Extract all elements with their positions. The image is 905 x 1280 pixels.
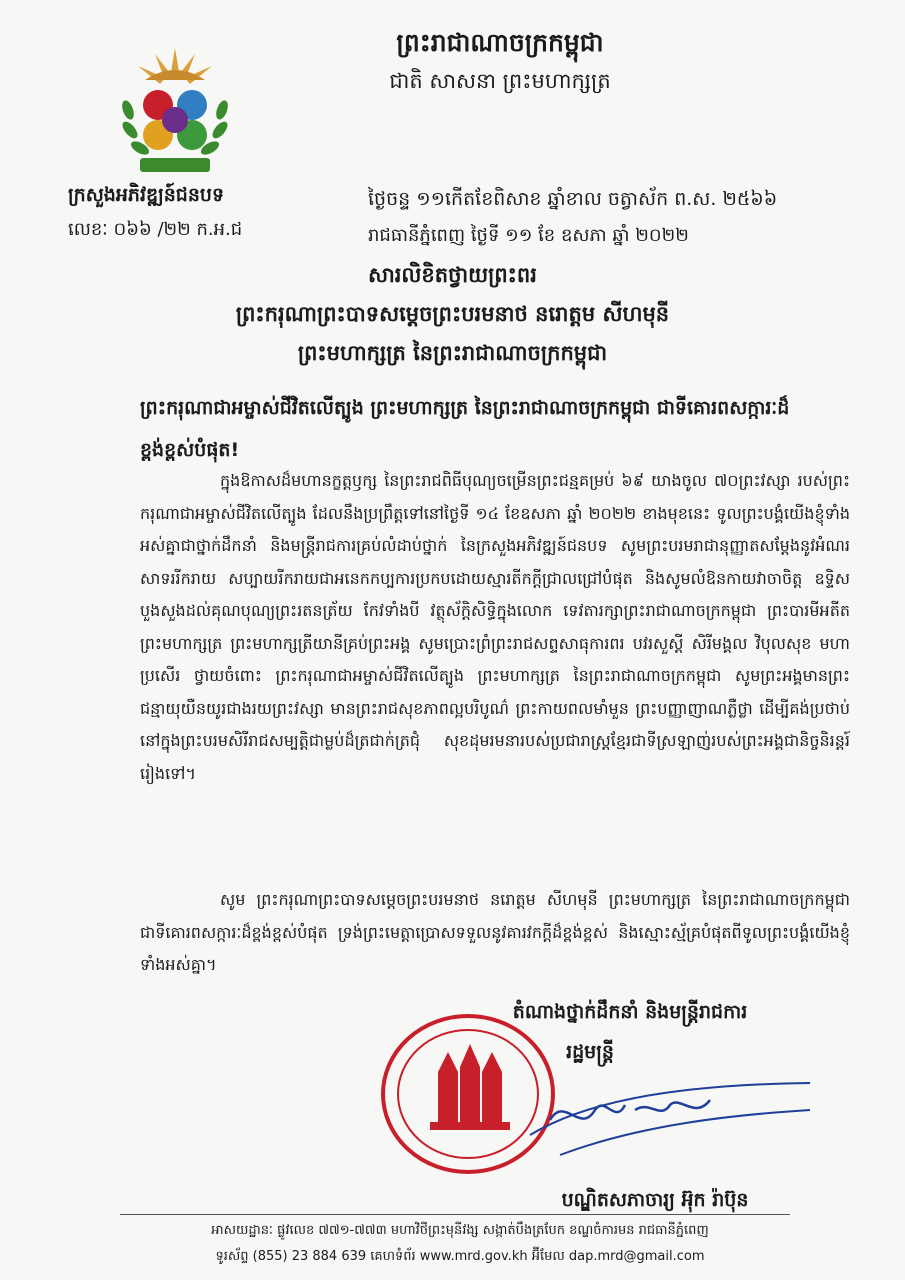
body-paragraph-1	[140, 465, 850, 790]
national-motto: ជាតិ សាសនា ព្រះមហាក្សត្រ	[389, 69, 611, 93]
sunburst-icon	[138, 48, 212, 84]
temple-icon	[430, 1044, 510, 1130]
document-type: សារលិខិតថ្វាយព្រះពរ	[368, 263, 537, 287]
body-paragraph-1-text: ក្នុងឱកាសដ៏មហានក្ខត្តឫក្ស នៃព្រះរាជពិធីបុណ្យចម្រើនព្រះជន្មគម្រប់ ៦៩ យាងចូល ៧០ព្រះវស្សា របស់ព្រះករុណាជាអម្ចាស់ជីវិតលើត្បូង ដែលនឹងប្រព្រឹត្តទៅនៅថ្ងៃទី ១៤ ខែឧសភា ឆ្នាំ ២០២២ ខាងមុខនេះ ទូលព្រះបង្គំយើងខ្ញុំទាំងអស់គ្នាជាថ្នាក់ដឹកនាំ និងមន្ត្រីរាជការគ្រប់លំដាប់ថ្នាក់ នៃក្រសួងអភិវឌ្ឍន៍ជនបទ សូមព្រះបរមរាជានុញ្ញាតសម្តែងនូវអំណរសាទររីករាយ សប្បាយរីករាយជាអនេកកប្បការប្រកបដោយស្មារតីកក្តីជ្រាលជ្រៅបំផុត និងសូមលំឱនកាយវាចាចិត្ត ឧទ្ទិសបួងសួងដល់គុណបុណ្យព្រះរតនត្រ័យ កែវទាំងបី វត្ថុស័ក្តិសិទ្ធិក្នុងលោក ទេវតារក្សាព្រះរាជាណាចក្រកម្ពុជា ព្រះបារមីអតីតព្រះមហាក្សត្រ ព្រះមហាក្សត្រីយានីគ្រប់ព្រះអង្គ សូមប្រោះព្រំព្រះរាជសព្ទសាធុការពរ បវរសួស្តី សិរីមង្គល វិបុលសុខ មហាប្រសើរ ថ្វាយចំពោះ ព្រះករុណាជាអម្ចាស់ជីវិតលើត្បូង ព្រះមហាក្សត្រ នៃព្រះរាជាណាចក្រកម្ពុជា សូមព្រះអង្គមានព្រះជន្មាយុយឺនយូរជាងរយព្រះវស្សា មានព្រះរាជសុខភាពល្អបរិបូណ៌ ព្រះកាយពលមាំមួន ព្រះបញ្ញាញាណភ្លឺថ្លា ដើម្បីគង់ប្រថាប់នៅក្នុងព្រះបរមសិរីរាជសម្បត្តិជាម្លប់ដ៏ត្រជាក់ត្រជុំ សុខដុមរមនារបស់ប្រជារាស្ត្រខ្មែរជាទីស្រឡាញ់របស់ព្រះអង្គជានិច្ចនិរន្តរ៍រៀងទៅ។	[140, 471, 850, 783]
emblem-quadrants-icon	[143, 90, 207, 150]
reference-number: លេខៈ ០៦៦ /២២ ក.អ.ជ	[68, 219, 243, 240]
body-paragraph-2-text: សូម ព្រះករុណាព្រះបាទសម្តេចព្រះបរមនាថ នរោត្តម សីហមុនី ព្រះមហាក្សត្រ នៃព្រះរាជាណាចក្រកម្ពុជា ជាទីគោរពសក្ការៈដ៏ខ្ពង់ខ្ពស់បំផុត ទ្រង់ព្រះមេត្តាប្រោសទទួលនូវគារវកក្តីដ៏ខ្ពង់ខ្ពស់ និងស្មោះស្ម័គ្របំផុតពីទូលព្រះបង្គំយើងខ្ញុំទាំងអស់គ្នា។	[140, 890, 850, 974]
handwritten-signature	[520, 1065, 820, 1160]
ministry-logo	[110, 40, 240, 180]
recipient-line-1: ព្រះករុណាព្រះបាទសម្តេចព្រះបរមនាថ នរោត្តម សីហមុនី	[235, 302, 670, 326]
recipient-line-2: ព្រះមហាក្សត្រ នៃព្រះរាជាណាចក្រកម្ពុជា	[297, 341, 608, 365]
footer-contact: ទូរស័ព្ទ (855) 23 884 639 គេហទំព័រ www.mrd.gov.kh អ៊ីមែល dap.mrd@gmail.com	[215, 1249, 705, 1264]
kingdom-heading: ព្រះរាជាណាចក្រកម្ពុជា	[396, 28, 604, 57]
signatory-role: រដ្ឋមន្ត្រី	[566, 1041, 614, 1063]
footer-address: អាសយដ្ឋានៈ ផ្លូវលេខ ៧៧១-៧៧៣ មហាវិថីព្រះមុនីវង្ស សង្កាត់បឹងត្របែក ខណ្ឌចំការមន រាជធានីភ្នំពេញ	[211, 1223, 709, 1238]
footer-divider	[120, 1214, 790, 1215]
body-paragraph-2	[140, 884, 850, 982]
salutation: ព្រះករុណាជាអម្ចាស់ជីវិតលើត្បូង ព្រះមហាក្សត្រ នៃព្រះរាជាណាចក្រកម្ពុជា ជាទីគោរពសក្ការៈដ៏ខ្ពង់ខ្ពស់បំផុត!	[140, 397, 790, 461]
ministry-name: ក្រសួងអភិវឌ្ឍន៍ជនបទ	[68, 184, 225, 206]
signatory-name: បណ្ឌិតសភាចារ្យ អ៊ុក រ៉ាប៊ុន	[561, 1189, 749, 1211]
lunar-date: ថ្ងៃចន្ទ ១១កើតខែពិសាខ ឆ្នាំខាល ចត្វាស័ក ព.ស. ២៥៦៦	[368, 188, 778, 210]
signatory-title: តំណាងថ្នាក់ដឹកនាំ និងមន្ត្រីរាជការ	[512, 1001, 748, 1023]
logo-ribbon	[140, 158, 210, 172]
solar-date: រាជធានីភ្នំពេញ ថ្ងៃទី ១១ ខែ ឧសភា ឆ្នាំ ២០២២	[368, 225, 689, 246]
